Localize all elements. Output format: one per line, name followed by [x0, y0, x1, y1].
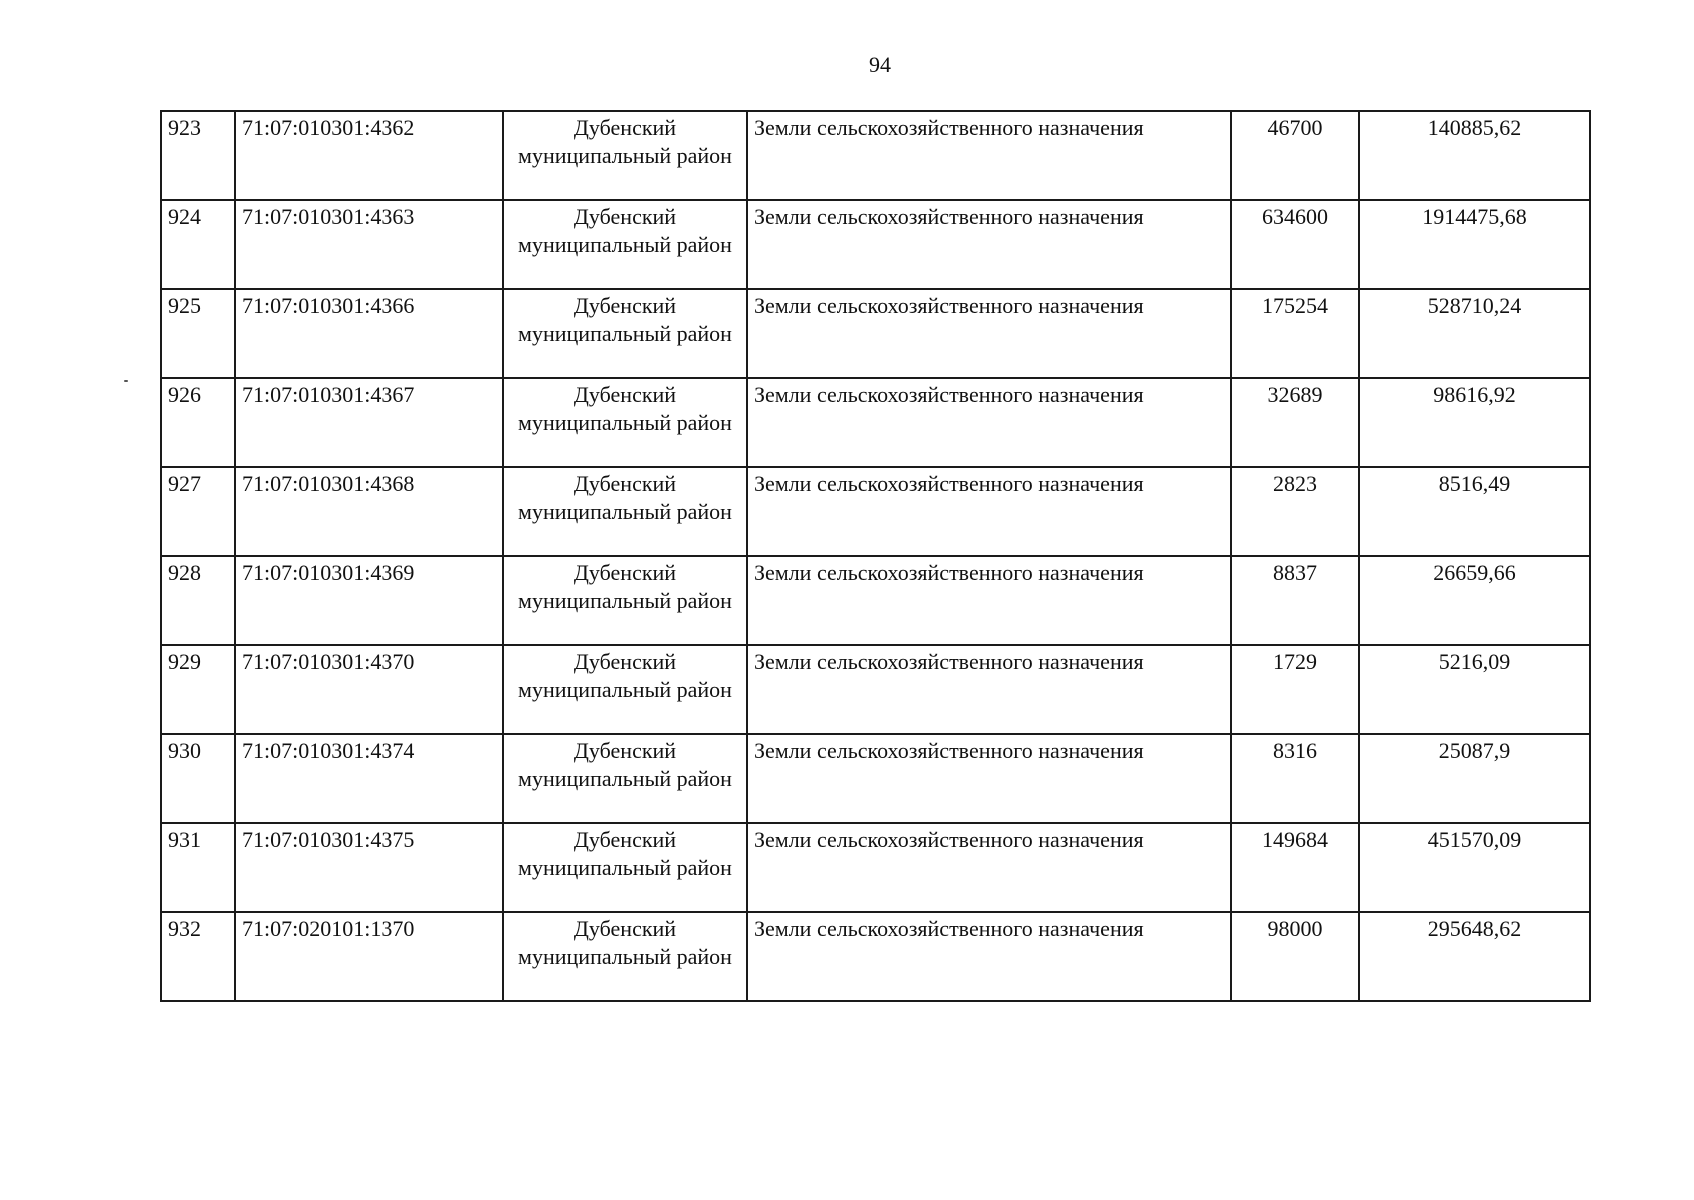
table-row — [161, 378, 1590, 467]
land-category: Земли сельскохозяйственного назначения — [747, 823, 1231, 912]
area: 98000 — [1231, 912, 1359, 1001]
row-number: 930 — [161, 734, 235, 823]
row-number: 928 — [161, 556, 235, 645]
area: 1729 — [1231, 645, 1359, 734]
row-number: 931 — [161, 823, 235, 912]
cadastral-value: 528710,24 — [1359, 289, 1590, 378]
row-number: 924 — [161, 200, 235, 289]
row-number: 927 — [161, 467, 235, 556]
district: Дубенский муниципальный район — [503, 467, 747, 556]
land-category: Земли сельскохозяйственного назначения — [747, 378, 1231, 467]
district: Дубенский муниципальный район — [503, 200, 747, 289]
row-number: 926 — [161, 378, 235, 467]
table-row — [161, 556, 1590, 645]
area: 8316 — [1231, 734, 1359, 823]
cadastral-number: 71:07:010301:4363 — [235, 200, 503, 289]
cadastral-value: 98616,92 — [1359, 378, 1590, 467]
area: 149684 — [1231, 823, 1359, 912]
land-category: Земли сельскохозяйственного назначения — [747, 467, 1231, 556]
district: Дубенский муниципальный район — [503, 378, 747, 467]
table-row — [161, 912, 1590, 1001]
cadastral-value: 8516,49 — [1359, 467, 1590, 556]
page-number: 94 — [869, 52, 891, 77]
cadastral-value: 1914475,68 — [1359, 200, 1590, 289]
scan-speck — [124, 380, 128, 382]
land-category: Земли сельскохозяйственного назначения — [747, 111, 1231, 200]
cadastral-number: 71:07:010301:4367 — [235, 378, 503, 467]
row-number: 923 — [161, 111, 235, 200]
row-number: 929 — [161, 645, 235, 734]
table-row — [161, 645, 1590, 734]
cadastral-value: 295648,62 — [1359, 912, 1590, 1001]
area: 175254 — [1231, 289, 1359, 378]
district: Дубенский муниципальный район — [503, 734, 747, 823]
cadastral-number: 71:07:010301:4368 — [235, 467, 503, 556]
district: Дубенский муниципальный район — [503, 289, 747, 378]
table-row — [161, 111, 1590, 200]
table-row — [161, 467, 1590, 556]
land-plots-table — [160, 110, 1591, 1002]
area: 8837 — [1231, 556, 1359, 645]
cadastral-number: 71:07:010301:4362 — [235, 111, 503, 200]
cadastral-number: 71:07:020101:1370 — [235, 912, 503, 1001]
table-row — [161, 200, 1590, 289]
cadastral-value: 451570,09 — [1359, 823, 1590, 912]
cadastral-value: 140885,62 — [1359, 111, 1590, 200]
area: 32689 — [1231, 378, 1359, 467]
cadastral-number: 71:07:010301:4366 — [235, 289, 503, 378]
cadastral-number: 71:07:010301:4374 — [235, 734, 503, 823]
area: 634600 — [1231, 200, 1359, 289]
cadastral-number: 71:07:010301:4375 — [235, 823, 503, 912]
district: Дубенский муниципальный район — [503, 912, 747, 1001]
land-category: Земли сельскохозяйственного назначения — [747, 556, 1231, 645]
cadastral-value: 25087,9 — [1359, 734, 1590, 823]
land-category: Земли сельскохозяйственного назначения — [747, 289, 1231, 378]
cadastral-number: 71:07:010301:4369 — [235, 556, 503, 645]
table-row — [161, 289, 1590, 378]
cadastral-number: 71:07:010301:4370 — [235, 645, 503, 734]
table-row — [161, 823, 1590, 912]
land-category: Земли сельскохозяйственного назначения — [747, 645, 1231, 734]
row-number: 925 — [161, 289, 235, 378]
land-category: Земли сельскохозяйственного назначения — [747, 200, 1231, 289]
area: 2823 — [1231, 467, 1359, 556]
cadastral-value: 26659,66 — [1359, 556, 1590, 645]
cadastral-value: 5216,09 — [1359, 645, 1590, 734]
row-number: 932 — [161, 912, 235, 1001]
district: Дубенский муниципальный район — [503, 111, 747, 200]
table-row — [161, 734, 1590, 823]
land-category: Земли сельскохозяйственного назначения — [747, 734, 1231, 823]
district: Дубенский муниципальный район — [503, 645, 747, 734]
land-category: Земли сельскохозяйственного назначения — [747, 912, 1231, 1001]
district: Дубенский муниципальный район — [503, 556, 747, 645]
area: 46700 — [1231, 111, 1359, 200]
district: Дубенский муниципальный район — [503, 823, 747, 912]
